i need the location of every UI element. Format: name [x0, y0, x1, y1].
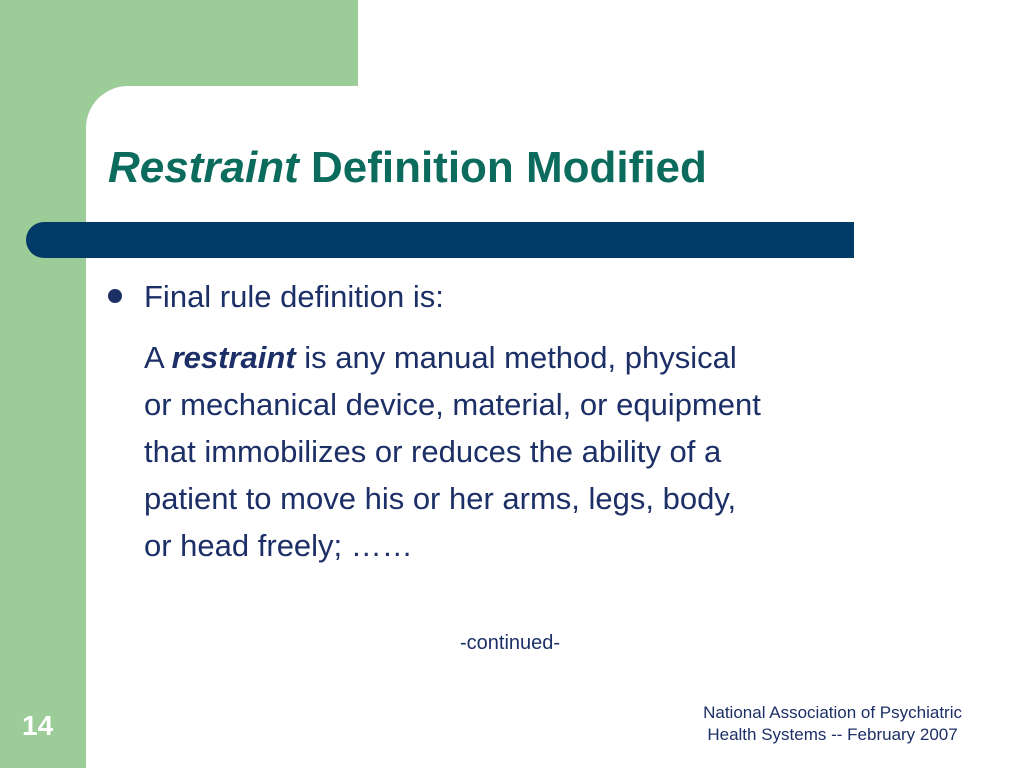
title-underline-bar	[26, 222, 854, 258]
definition-block	[144, 334, 944, 569]
slide-title	[108, 142, 707, 195]
definition-line-5: or head freely; ……	[144, 528, 413, 563]
definition-prefix: A	[144, 340, 172, 375]
footer-credit	[703, 702, 962, 746]
bullet-item	[108, 278, 444, 316]
definition-line-1	[144, 334, 944, 381]
definition-term: restraint	[171, 340, 296, 375]
slide-number: 14	[22, 710, 54, 741]
definition-line-4: patient to move his or her arms, legs, body,	[144, 481, 737, 516]
definition-line-2: or mechanical device, material, or equipment	[144, 387, 761, 422]
bullet-text: Final rule definition is:	[144, 279, 444, 314]
definition-line-1-rest: is any manual method, physical	[295, 340, 737, 375]
footer-line-1: National Association of Psychiatric	[703, 703, 962, 722]
title-italic-word: Restraint	[108, 143, 299, 192]
title-rest: Definition Modified	[298, 143, 707, 192]
top-right-white-area	[358, 0, 1024, 86]
continued-note: -continued-	[460, 632, 561, 654]
footer-line-2: Health Systems -- February 2007	[707, 725, 958, 744]
definition-line-3: that immobilizes or reduces the ability of a	[144, 434, 722, 469]
bullet-dot-icon	[108, 289, 122, 303]
